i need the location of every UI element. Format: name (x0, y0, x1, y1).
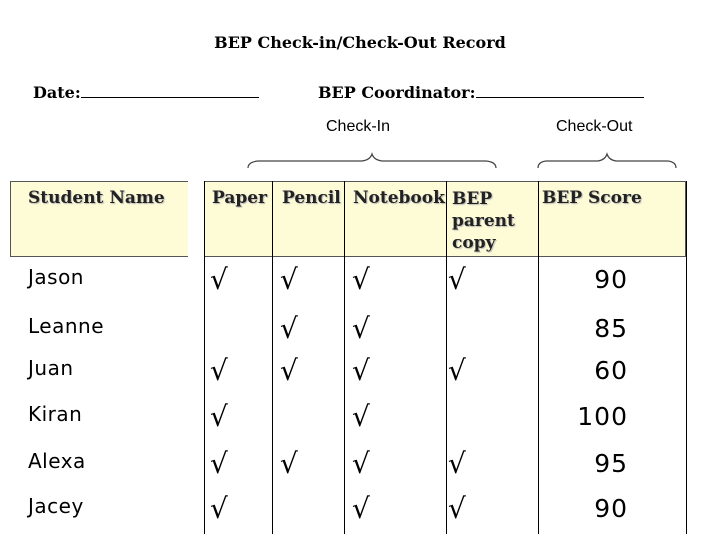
checkmark-paper-icon: √ (210, 447, 228, 480)
bep-score-value: 95 (594, 449, 628, 478)
student-name: Alexa (28, 449, 86, 473)
student-name: Juan (28, 356, 74, 380)
bep-score-value: 90 (594, 494, 628, 523)
bep-score-value: 60 (594, 356, 628, 385)
date-label: Date: (33, 83, 81, 102)
header-cell-student-name (10, 181, 188, 257)
checkout-group-label: Check-Out (556, 118, 633, 135)
checkmark-pencil-icon: √ (280, 354, 298, 387)
checkout-brace-icon (536, 150, 678, 172)
checkmark-paper-icon: √ (210, 400, 228, 433)
checkmark-notebook-icon: √ (352, 492, 370, 525)
checkmark-notebook-icon: √ (352, 354, 370, 387)
header-bep-parent-copy (452, 188, 515, 254)
checkmark-notebook-icon: √ (352, 447, 370, 480)
coordinator-label: BEP Coordinator: (318, 83, 476, 102)
header-notebook: Notebook (353, 188, 445, 208)
header-paper: Paper (212, 188, 268, 208)
header-student-name: Student Name (28, 188, 165, 208)
coordinator-field (318, 83, 644, 102)
checkmark-bep-icon: √ (448, 263, 466, 296)
checkmark-notebook-icon: √ (352, 400, 370, 433)
checkmark-paper-icon: √ (210, 492, 228, 525)
coordinator-blank-line (476, 83, 644, 98)
bep-score-value: 100 (577, 402, 628, 431)
bep-score-value: 90 (594, 265, 628, 294)
checkmark-bep-icon: √ (448, 492, 466, 525)
checkmark-paper-icon: √ (210, 263, 228, 296)
checkmark-pencil-icon: √ (280, 312, 298, 345)
header-bep-score: BEP Score (542, 188, 642, 208)
date-field (33, 83, 259, 102)
column-divider-pencil-left (272, 181, 273, 534)
checkmark-pencil-icon: √ (280, 447, 298, 480)
page-title: BEP Check-in/Check-Out Record (214, 33, 506, 52)
column-divider-notebook-left (344, 181, 345, 534)
header-pencil: Pencil (282, 188, 341, 208)
student-name: Jason (28, 265, 84, 289)
bep-score-value: 85 (594, 314, 628, 343)
header-cell-bep-score (538, 181, 686, 257)
date-blank-line (81, 83, 259, 98)
student-name: Leanne (28, 314, 105, 338)
header-cell-checkin (204, 181, 538, 257)
checkin-brace-icon (246, 150, 498, 172)
checkmark-bep-icon: √ (448, 447, 466, 480)
column-divider-score-right (686, 181, 687, 534)
column-divider-score-left (538, 181, 539, 534)
checkmark-notebook-icon: √ (352, 312, 370, 345)
checkmark-paper-icon: √ (210, 354, 228, 387)
checkin-group-label: Check-In (326, 118, 391, 135)
column-divider-bep-left (446, 181, 447, 534)
student-name: Jacey (28, 494, 84, 518)
header-bep-line-2: parent (452, 211, 515, 231)
header-bep-line-1: BEP (452, 189, 493, 209)
student-name: Kiran (28, 402, 83, 426)
column-divider-checkin-left (204, 181, 205, 534)
header-bep-line-3: copy (452, 233, 496, 253)
checkmark-notebook-icon: √ (352, 263, 370, 296)
checkmark-bep-icon: √ (448, 354, 466, 387)
checkmark-pencil-icon: √ (280, 263, 298, 296)
